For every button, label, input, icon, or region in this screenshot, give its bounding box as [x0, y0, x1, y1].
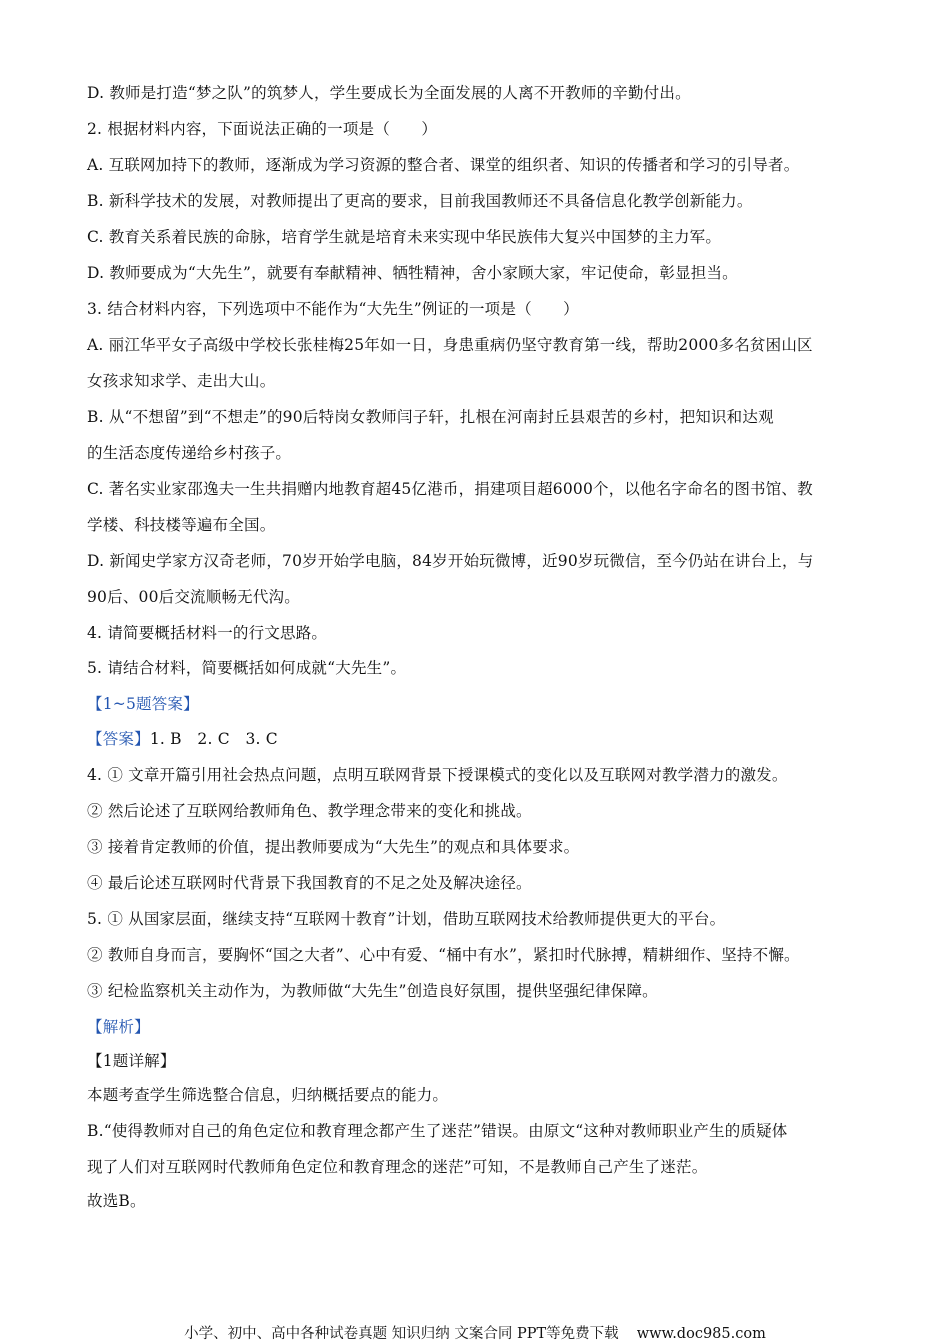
option-3b-line1: B. 从“不想留”到“不想走”的90后特岗女教师闫子轩，扎根在河南封丘县艰苦的乡村，把知识和达观	[87, 408, 774, 426]
option-3d-line1: D. 新闻史学家方汉奇老师，70岁开始学电脑，84岁开始玩微博，近90岁玩微信，至今仍站在讲台上，与	[87, 552, 814, 570]
detail-line-1: 本题考查学生筛选整合信息，归纳概括要点的能力。	[87, 1086, 449, 1104]
detail-line-2: B.“使得教师对自己的角色定位和教育理念都产生了迷茫”错误。由原文“这种对教师职业产生的质疑体	[87, 1122, 788, 1140]
answer-label: 【答案】	[87, 730, 150, 748]
question-5: 5. 请结合材料，简要概括如何成就“大先生”。	[87, 659, 407, 677]
detail-header: 【1题详解】	[87, 1052, 176, 1070]
answer-5-point-1: 5. ① 从国家层面，继续支持“互联网十教育”计划，借助互联网技术给教师提供更大的平台。	[87, 910, 726, 928]
answer-5-point-3: ③ 纪检监察机关主动作为，为教师做“大先生”创造良好氛围，提供坚强纪律保障。	[87, 982, 658, 1000]
option-3a-line1: A. 丽江华平女子高级中学校长张桂梅25年如一日，身患重病仍坚守教育第一线，帮助2000多名贫困山区	[87, 336, 813, 354]
option-2c: C. 教育关系着民族的命脉，培育学生就是培育未来实现中华民族伟大复兴中国梦的主力军。	[87, 228, 722, 246]
option-2a: A. 互联网加持下的教师，逐渐成为学习资源的整合者、课堂的组织者、知识的传播者和学习的引导者。	[87, 156, 800, 174]
option-3a-line2: 女孩求知求学、走出大山。	[87, 372, 276, 390]
question-2: 2. 根据材料内容，下面说法正确的一项是（ ）	[87, 120, 438, 138]
option-2d: D. 教师要成为“大先生”，就要有奉献精神、牺牲精神，舍小家顾大家，牢记使命，彰显担当。	[87, 264, 738, 282]
answer-4-point-4: ④ 最后论述互联网时代背景下我国教育的不足之处及解决途径。	[87, 874, 532, 892]
answer-5-point-2: ② 教师自身而言，要胸怀“国之大者”、心中有爱、“桶中有水”，紧扣时代脉搏，精耕细作、坚持不懈。	[87, 946, 800, 964]
answer-4-point-1: 4. ① 文章开篇引用社会热点问题，点明互联网背景下授课模式的变化以及互联网对教学潜力的激发。	[87, 766, 788, 784]
detail-line-4: 故选B。	[87, 1192, 146, 1210]
option-1d: D. 教师是打造“梦之队”的筑梦人，学生要成长为全面发展的人离不开教师的辛勤付出。	[87, 84, 691, 102]
page-footer	[0, 1322, 950, 1343]
option-3b-line2: 的生活态度传递给乡村孩子。	[87, 444, 292, 462]
detail-line-3: 现了人们对互联网时代教师角色定位和教育理念的迷茫”可知，不是教师自己产生了迷茫。	[87, 1158, 708, 1176]
option-3c-line1: C. 著名实业家邵逸夫一生共捐赠内地教育超45亿港币，捐建项目超6000个，以他名字命名的图书馆、教	[87, 480, 813, 498]
answer-section-header: 【1~5题答案】	[87, 695, 199, 713]
answer-4-point-2: ② 然后论述了互联网给教师角色、教学理念带来的变化和挑战。	[87, 802, 532, 820]
option-3d-line2: 90后、00后交流顺畅无代沟。	[87, 588, 300, 606]
option-2b: B. 新科学技术的发展，对教师提出了更高的要求，目前我国教师还不具备信息化教学创新能力。	[87, 192, 753, 210]
answer-mc-line	[87, 728, 890, 750]
analysis-label: 【解析】	[87, 1018, 150, 1036]
question-3: 3. 结合材料内容，下列选项中不能作为“大先生”例证的一项是（ ）	[87, 300, 579, 318]
footer-url[interactable]: www.doc985.com	[636, 1326, 766, 1342]
answer-4-point-3: ③ 接着肯定教师的价值，提出教师要成为“大先生”的观点和具体要求。	[87, 838, 580, 856]
option-3c-line2: 学楼、科技楼等遍布全国。	[87, 516, 276, 534]
answer-mc: 1. B 2. C 3. C	[149, 730, 278, 748]
footer-text: 小学、初中、高中各种试卷真题 知识归纳 文案合同 PPT等免费下载	[184, 1326, 619, 1342]
question-4: 4. 请简要概括材料一的行文思路。	[87, 624, 328, 642]
